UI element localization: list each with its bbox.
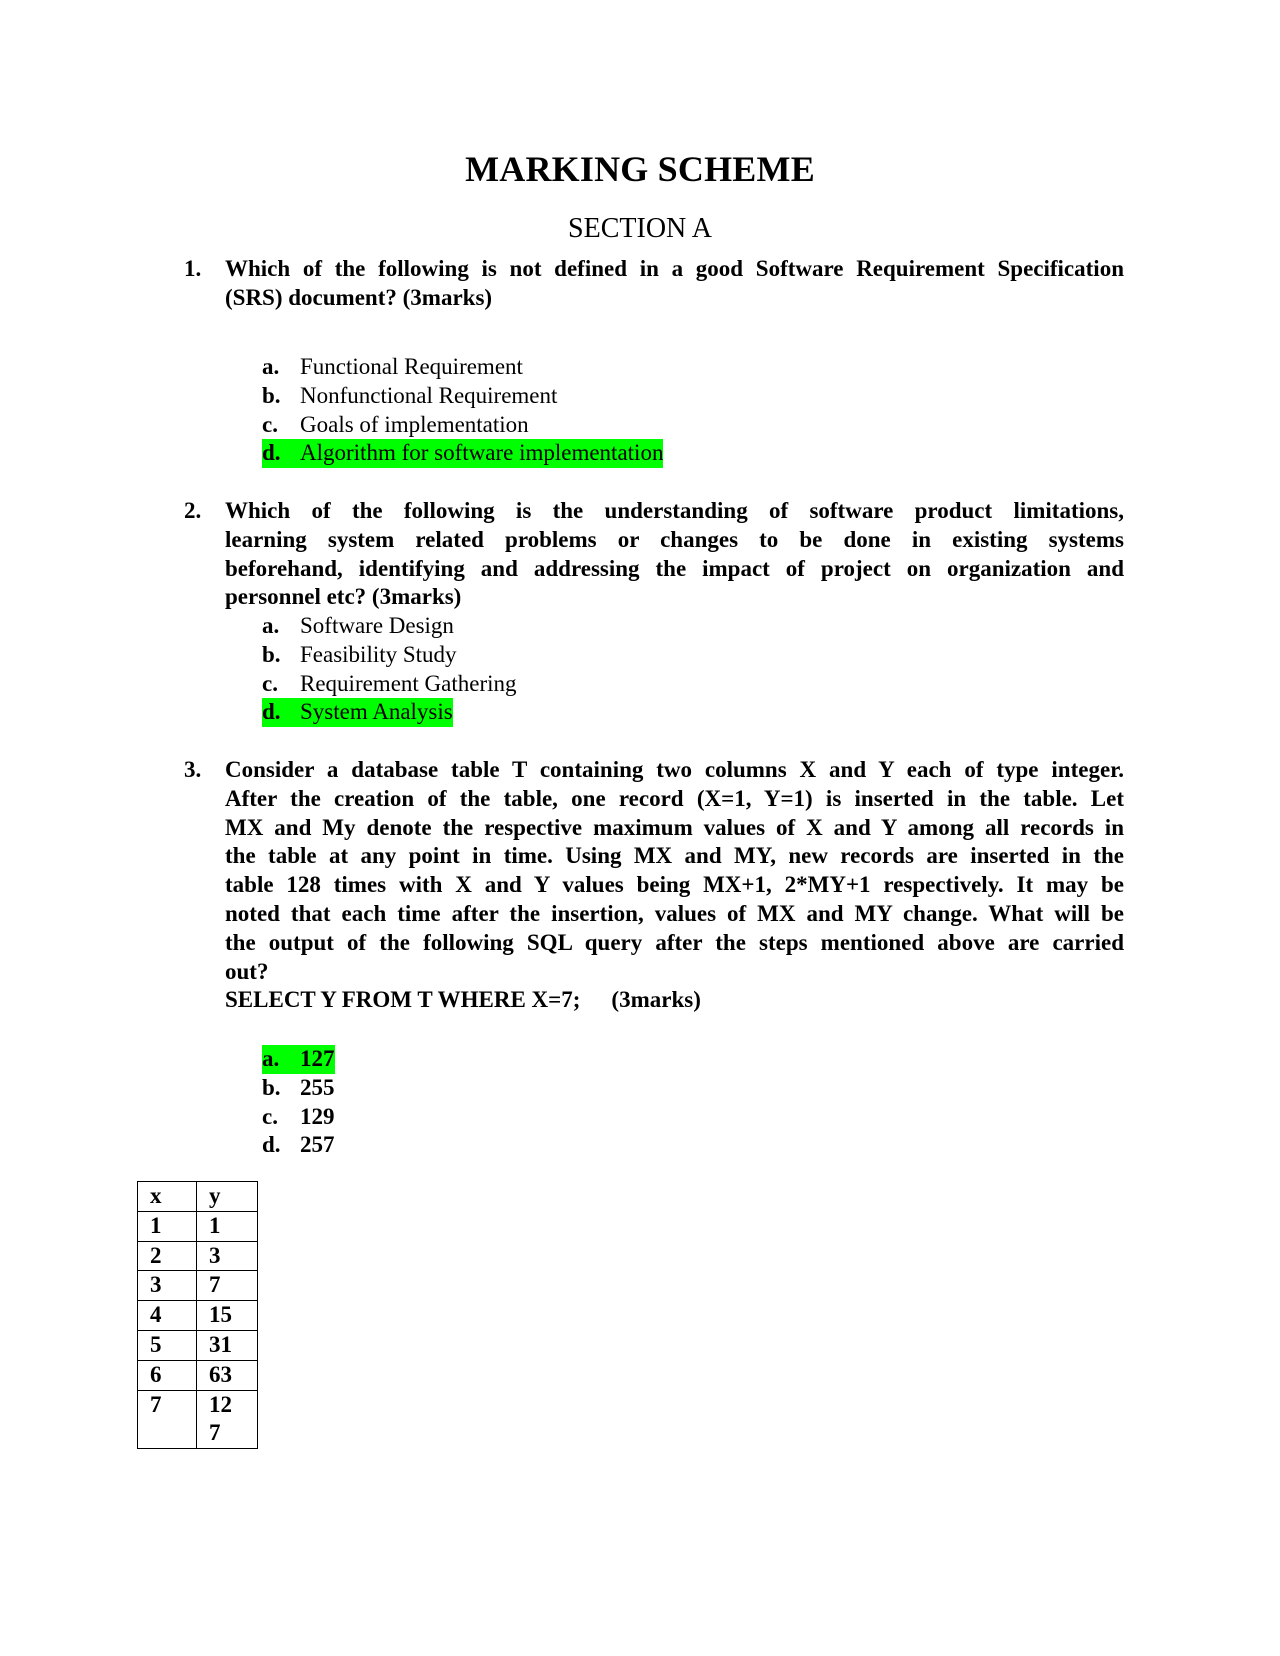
question-line: the output of the following SQL query after the steps mentioned above are carried: [225, 929, 1124, 955]
table-cell-y-line: 12: [209, 1391, 232, 1417]
table-cell-x: 4: [138, 1301, 197, 1331]
option-text: 255: [300, 1074, 335, 1100]
option-letter: b.: [262, 641, 281, 667]
table-cell-y: [197, 1390, 258, 1449]
option-c: [262, 670, 517, 699]
question-marks: (3marks): [611, 987, 701, 1013]
option-a: [262, 353, 663, 382]
option-letter: d.: [262, 699, 281, 725]
table-header-x: x: [138, 1182, 197, 1212]
option-text: Goals of implementation: [300, 411, 529, 437]
table-cell-y: 15: [197, 1301, 258, 1331]
question-line: table 128 times with X and Y values being MX+1, 2*MY+1 respectively. It may be: [225, 872, 1124, 898]
question-2: [184, 497, 1124, 612]
question-line: the table at any point in time. Using MX and MY, new records are inserted in the: [225, 843, 1124, 869]
question-text: [225, 255, 1124, 313]
table-row: [138, 1271, 258, 1301]
question-line: (SRS) document? (3marks): [225, 284, 493, 310]
option-text: 257: [300, 1132, 335, 1158]
table-cell-x: [138, 1390, 197, 1449]
option-letter: a.: [262, 354, 280, 379]
question-line: Which of the following is not defined in a good Software Requirement Specification: [225, 256, 1124, 281]
option-letter: c.: [262, 411, 278, 437]
question-line: learning system related problems or changes to be done in existing systems: [225, 526, 1124, 552]
sql-query-line: [225, 986, 1124, 1015]
question-line: noted that each time after the insertion, values of MX and MY change. What will be: [225, 900, 1124, 926]
option-letter: a.: [262, 613, 280, 638]
question-line: Which of the following is the understanding of software product limitations,: [225, 498, 1124, 523]
option-text: 127: [300, 1046, 335, 1071]
table-cell-x: 1: [138, 1211, 197, 1241]
option-letter: c.: [262, 670, 278, 696]
table-row: [138, 1301, 258, 1331]
question-line: personnel etc? (3marks): [225, 584, 462, 610]
option-c: [262, 411, 663, 440]
table-cell-x: 6: [138, 1360, 197, 1390]
option-letter: d.: [262, 440, 281, 466]
question-1: [184, 255, 1124, 313]
option-b: [262, 382, 663, 411]
option-letter: d.: [262, 1132, 281, 1158]
table-row: [138, 1241, 258, 1271]
option-b: [262, 641, 517, 670]
option-letter: b.: [262, 382, 281, 408]
table-cell-y: 1: [197, 1211, 258, 1241]
table-cell-y: 7: [197, 1271, 258, 1301]
section-heading: SECTION A: [568, 213, 712, 244]
question-text: [225, 497, 1124, 612]
question-number: 1.: [184, 256, 202, 281]
table-row: [138, 1211, 258, 1241]
option-text: System Analysis: [300, 699, 453, 725]
page-title: MARKING SCHEME: [465, 149, 815, 189]
option-letter: c.: [262, 1103, 278, 1129]
question-2-options: [262, 612, 517, 727]
question-line: Consider a database table T containing two columns X and Y each of type integer.: [225, 757, 1124, 782]
question-text: [225, 756, 1124, 1015]
option-text: Functional Requirement: [300, 354, 523, 379]
question-number: 3.: [184, 757, 202, 782]
option-text: Algorithm for software implementation: [300, 440, 664, 466]
table-header-row: [138, 1182, 258, 1212]
option-d-correct-answer: [262, 439, 663, 468]
table-cell-x: 3: [138, 1271, 197, 1301]
question-line: out?: [225, 958, 269, 984]
table-row: [138, 1360, 258, 1390]
table-header-y: y: [197, 1182, 258, 1212]
table-cell-y: 31: [197, 1330, 258, 1360]
option-text: Nonfunctional Requirement: [300, 382, 558, 408]
option-d: [262, 1131, 335, 1160]
option-a-correct-answer: [262, 1045, 335, 1074]
option-text: Requirement Gathering: [300, 670, 517, 696]
option-b: [262, 1074, 335, 1103]
table-cell-x: 5: [138, 1330, 197, 1360]
table-cell-x-text: 7: [150, 1391, 162, 1417]
option-letter: b.: [262, 1074, 281, 1100]
option-d-correct-answer: [262, 698, 517, 727]
option-text: Software Design: [300, 613, 454, 638]
table-cell-y: 63: [197, 1360, 258, 1390]
table-cell-y-line: 7: [209, 1420, 221, 1446]
option-c: [262, 1103, 335, 1132]
table-cell-y: 3: [197, 1241, 258, 1271]
option-text: Feasibility Study: [300, 641, 457, 667]
question-1-options: [262, 353, 663, 468]
option-a: [262, 612, 517, 641]
option-text: 129: [300, 1103, 335, 1129]
question-3: [184, 756, 1124, 1015]
question-line: MX and My denote the respective maximum values of X and Y among all records in: [225, 814, 1124, 840]
question-line: beforehand, identifying and addressing the impact of project on organization and: [225, 555, 1124, 581]
table-row: [138, 1330, 258, 1360]
xy-values-table: [137, 1181, 258, 1449]
question-number: 2.: [184, 498, 202, 523]
option-letter: a.: [262, 1046, 280, 1071]
question-3-options: [262, 1045, 335, 1160]
sql-query: SELECT Y FROM T WHERE X=7;: [225, 987, 581, 1013]
question-line: After the creation of the table, one record (X=1, Y=1) is inserted in the table. Let: [225, 785, 1124, 811]
table-cell-x: 2: [138, 1241, 197, 1271]
